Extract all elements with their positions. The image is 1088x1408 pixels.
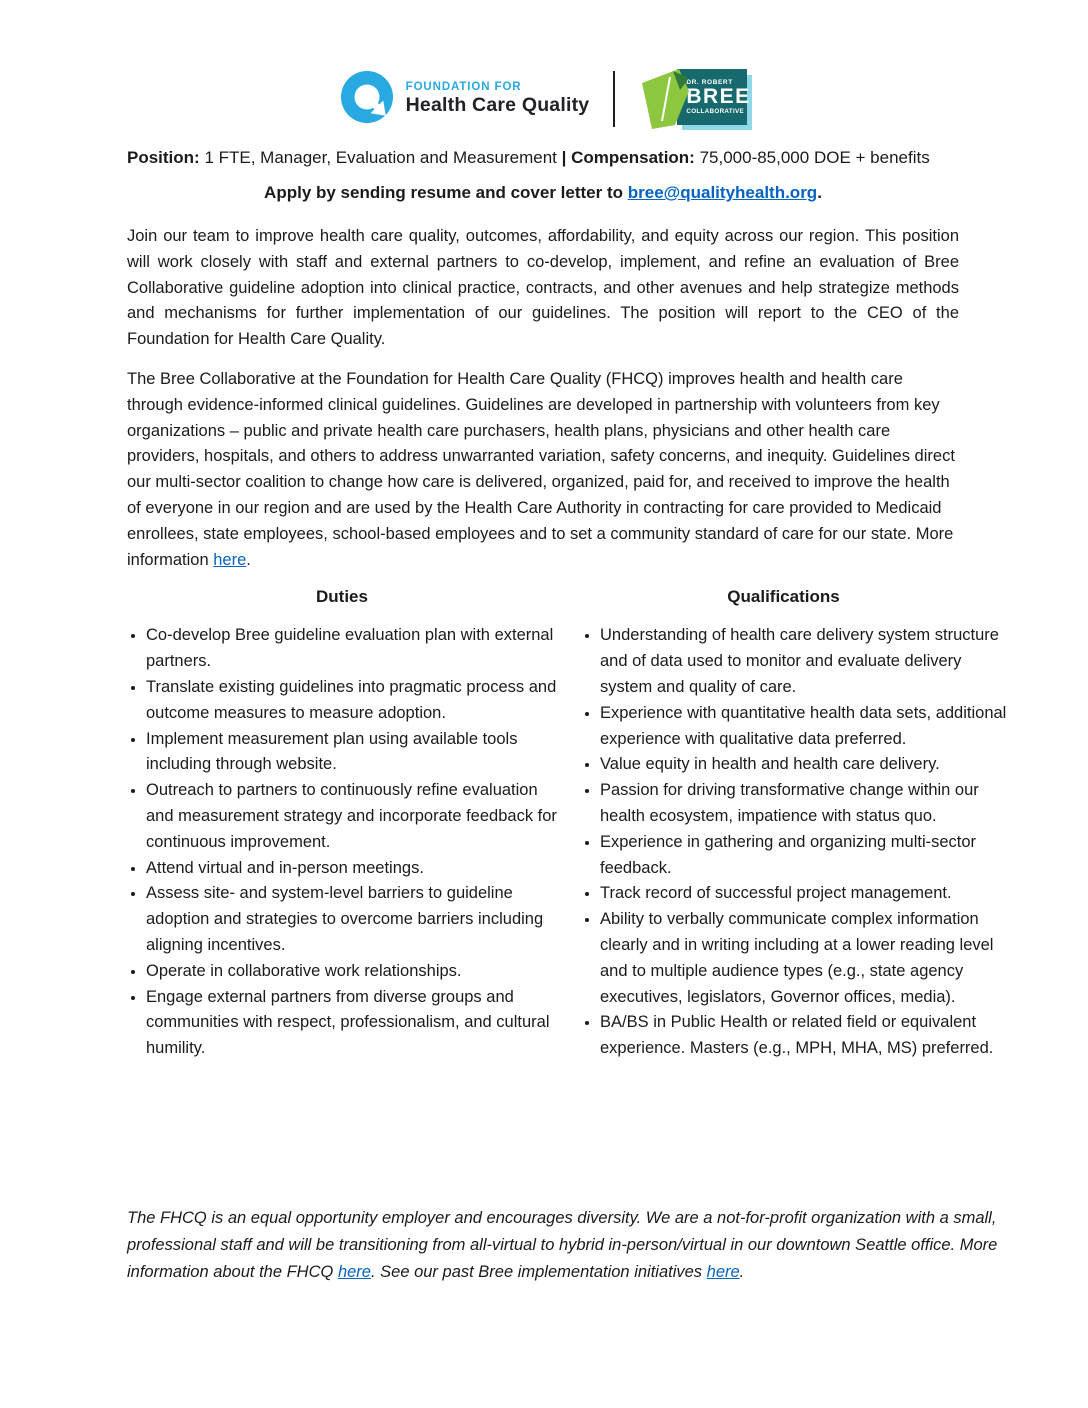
qualifications-title: Qualifications — [727, 587, 840, 607]
list-item: • BA/BS in Public Health or related field or equivalent experience. Masters (e.g., MPH, MHA, MS) preferred. — [600, 1010, 1010, 1062]
fhcq-info-link[interactable]: here — [337, 1263, 371, 1282]
list-item: • Co-develop Bree guideline evaluation plan with external partners. — [146, 623, 557, 675]
text-run: . — [817, 183, 822, 202]
about-paragraph — [127, 367, 959, 573]
fhcq-wordmark-top: FOUNDATION FOR — [405, 81, 522, 94]
list-item: • Operate in collaborative work relationships. — [146, 959, 557, 985]
list-item: • Value equity in health and health care delivery. — [600, 752, 1010, 778]
text-run: | Compensation: — [561, 148, 695, 167]
bree-badge-top: DR. ROBERT — [686, 78, 733, 86]
bree-badge-name: BREE — [686, 84, 751, 108]
position-line — [127, 148, 959, 168]
text-run: Position: — [127, 148, 200, 167]
bree-badge-bottom: COLLABORATIVE — [686, 108, 744, 116]
text-run: Apply by sending resume and cover letter to — [264, 183, 628, 202]
text-run: . See our past Bree implementation initiatives — [370, 1263, 707, 1282]
bree-logo — [639, 66, 749, 132]
duties-section — [127, 587, 557, 1147]
list-item: • Track record of successful project management. — [600, 881, 1010, 907]
fhcq-wordmark-bottom: Health Care Quality — [405, 94, 590, 117]
text-run: The FHCQ is an equal opportunity employer and encourages diversity. We are a not-for-profit organization with a small, professional staff and will be transitioning from all-virtual to hybrid in-person/virtual in our downtown Seattle office. More information about the FHCQ — [127, 1209, 998, 1282]
qualifications-list — [557, 623, 1010, 1062]
fhcq-wordmark — [406, 81, 590, 117]
text-run: . — [246, 550, 251, 569]
apply-line — [127, 183, 959, 203]
qualifications-section — [557, 587, 1010, 1147]
list-item: • Attend virtual and in-person meetings. — [146, 856, 557, 882]
more-information-link[interactable]: here — [213, 550, 247, 569]
list-item: • Experience in gathering and organizing multi-sector feedback. — [600, 830, 1010, 882]
list-item: • Engage external partners from diverse groups and communities with respect, professionalism, and cultural humility. — [146, 985, 557, 1062]
text-run: 75,000-85,000 DOE + benefits — [694, 148, 930, 167]
list-item: • Experience with quantitative health data sets, additional experience with qualitative data preferred. — [600, 701, 1010, 753]
logo-divider — [613, 71, 615, 127]
text-run: The Bree Collaborative at the Foundation for Health Care Quality (FHCQ) improves health and health care through evidence-informed clinical guidelines. Guidelines are developed in partnership with volunteers from key organizations – public and private health care purchasers, health plans, physicians and other health care providers, hospitals, and others to address unwarranted variation, safety concerns, and inequity. Guidelines direct our multi-sector coalition to change how care is delivered, organized, paid for, and received to improve the health of everyone in our region and are used by the Health Care Authority in contracting for care provided to Medicaid enrollees, state employees, school-based employees and to set a community standard of care for our state. More information — [127, 369, 955, 569]
duties-title: Duties — [316, 587, 368, 607]
fhcq-q-icon — [339, 69, 395, 130]
bree-leaf-icon — [639, 67, 693, 136]
list-item: • Implement measurement plan using available tools including through website. — [146, 727, 557, 779]
text-run: Join our team to improve health care quality, outcomes, affordability, and equity across our region. This position will work closely with staff and external partners to co-develop, implement, and refine an evaluation of Bree Collaborative guideline adoption into clinical practice, contracts, and other avenues and help strategize methods and mechanisms for further implementation of our guidelines. The position will report to the CEO of the Foundation for Health Care Quality. — [127, 227, 959, 349]
list-item: • Assess site- and system-level barriers to guideline adoption and strategies to overcome barriers including aligning incentives. — [146, 881, 557, 958]
header-logos — [0, 66, 1088, 132]
list-item: • Outreach to partners to continuously refine evaluation and measurement strategy and incorporate feedback for continuous improvement. — [146, 778, 557, 855]
list-item: • Understanding of health care delivery system structure and of data used to monitor and evaluate delivery system and quality of care. — [600, 623, 1010, 700]
duties-qualifications-section — [127, 587, 1010, 1147]
footer-paragraph — [127, 1205, 1010, 1286]
list-item: • Translate existing guidelines into pragmatic process and outcome measures to measure adoption. — [146, 675, 557, 727]
list-item: • Passion for driving transformative change within our health ecosystem, impatience with status quo. — [600, 778, 1010, 830]
bree-initiatives-link[interactable]: here — [706, 1263, 740, 1282]
fhcq-logo — [339, 69, 590, 130]
text-run: . — [739, 1263, 745, 1282]
text-run: 1 FTE, Manager, Evaluation and Measurement — [199, 148, 562, 167]
email-link[interactable]: bree@qualityhealth.org — [627, 183, 818, 202]
intro-paragraph — [127, 224, 959, 353]
list-item: • Ability to verbally communicate complex information clearly and in writing including at a lower reading level and to multiple audience types (e.g., state agency executives, legislators, Governor offices, media). — [600, 907, 1010, 1010]
duties-list — [127, 623, 557, 1062]
